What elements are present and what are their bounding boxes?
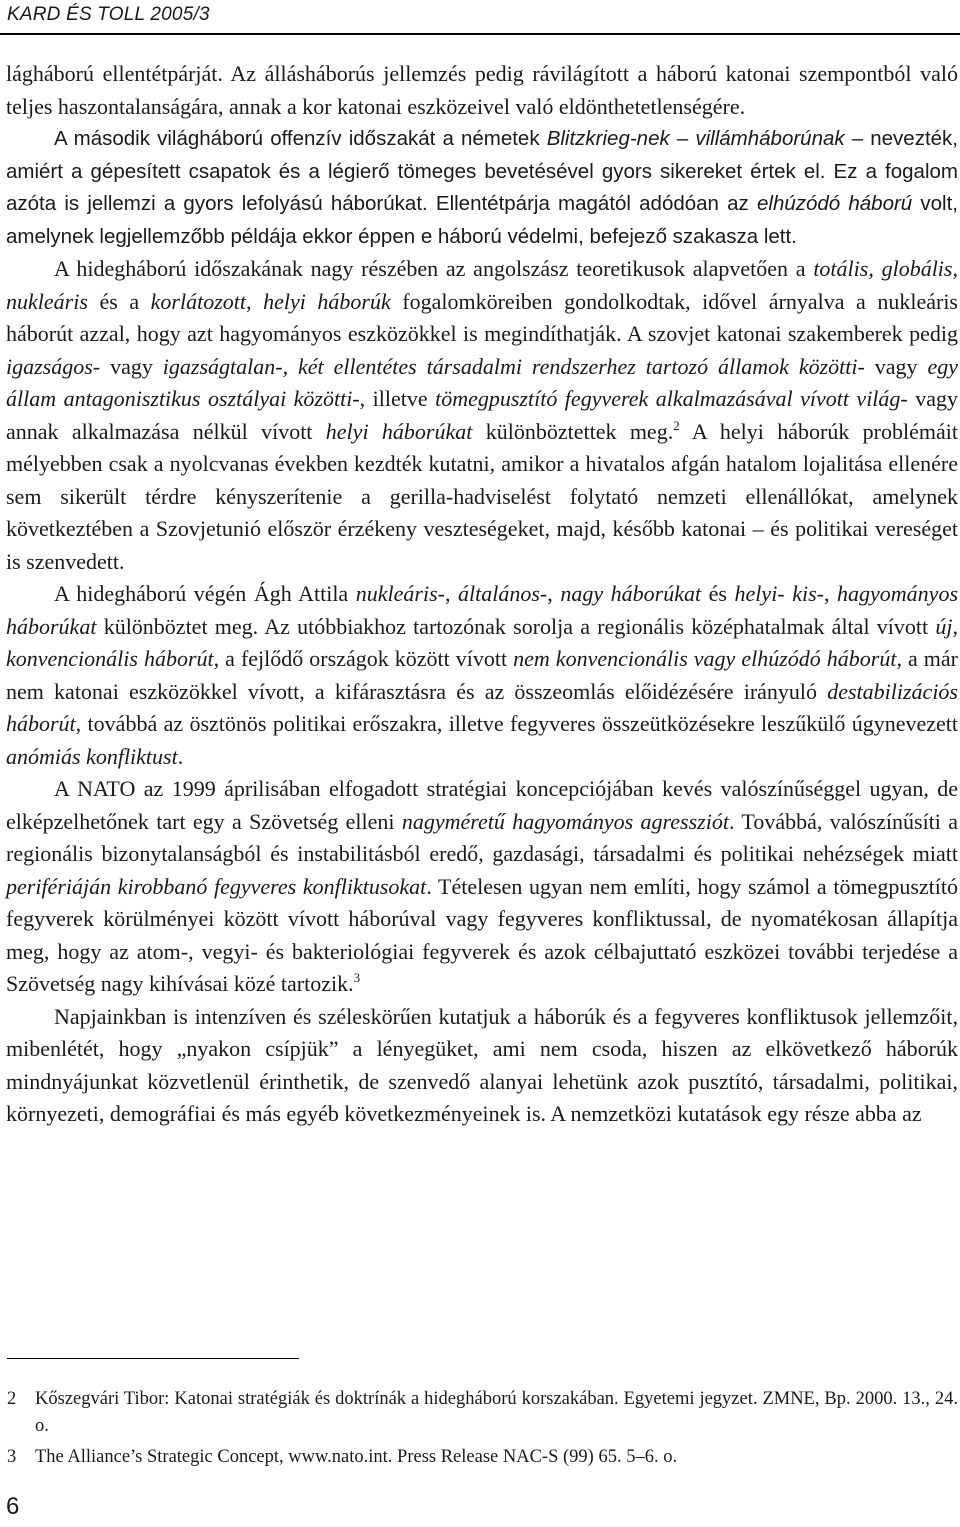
footnote-ref-2: 2: [673, 417, 680, 433]
paragraph-5: A NATO az 1999 áprilisában elfogadott stratégiai koncepciójában kevés valószínűséggel ugyan, de elképzelhetőnek tart egy a Szövetség elleni nagyméretű hagyományos agressziót. Továbbá, valószínűsíti a regionális bizonytalanságból és instabilitásból eredő, gazdasági, társadalmi és politikai nehézségek miatt perifériáján kirobbanó fegyveres konfliktusokat. Tételesen ugyan nem említi, hogy számol a tömegpusztító fegyverek körülményei között vívott háborúval vagy fegyveres konfliktussal, de nyomatékosan állapítja meg, hogy az atom-, vegyi- és bakteriológiai fegyverek és azok célbajuttató eszközei további terjedése a Szövetség nagy kihívásai közé tartozik.$^3$: [6, 776, 959, 996]
footnote-text: The Alliance’s Strategic Concept, www.nato.int. Press Release NAC-S (99) 65. 5–6. o.: [35, 1447, 678, 1467]
page-number: 6: [6, 1493, 20, 1520]
body-text: [6, 58, 958, 1131]
footnote-text: Kőszegvári Tibor: Katonai stratégiák és doktrínák a hidegháború korszakában. Egyetemi jegyzet. ZMNE, Bp. 2000. 13., 24. o.: [35, 1389, 958, 1436]
footnote-2: [7, 1386, 958, 1440]
footnote-rule: [7, 1358, 299, 1359]
running-header: KARD ÉS TOLL 2005/3: [7, 4, 210, 25]
paragraph-6: Napjainkban is intenzíven és széleskörűen kutatjuk a háborúk és a fegyveres konfliktusok jellemzőit, mibenlétét, hogy „nyakon csípjük” a lényegüket, ami nem csoda, hiszen az elkövetkező háborúk mindnyájunkat közvetlenül érinthetik, de szenvedő alanyai lehetünk azok pusztító, társadalmi, politikai, környezeti, demográfiai és más egyéb következményeinek is. A nemzetközi kutatások egy része abba az: [6, 1003, 958, 1126]
paragraph-3: A hidegháború időszakának nagy részében az angolszász teoretikusok alapvetően a totális, globális, nukleáris és a korlátozott, helyi háborúk fogalomköreiben gondolkodtak, idővel árnyalva a nukleáris háborút azzal, hogy azt hagyományos eszközökkel is megindíthatják. A szovjet katonai szakemberek pedig igazságos- vagy igazságtalan-, két ellentétes társadalmi rendszerhez tartozó államok közötti- vagy egy állam antagonisztikus osztályai közötti-, illetve tömegpusztító fegyverek alkalmazásával vívott világ- vagy annak alkalmazása nélkül vívott helyi háborúkat különböztettek meg.$^2$ A helyi háborúk problémáit mélyebben csak a nyolcvanas években kezdték kutatni, amikor a hivatalos afgán hatalom lojalitása ellenére sem sikerült térdre kényszerítenie a gerilla-hadviselést folytató nemzeti ellenállókat, amelynek következtében a Szovjetunió először érzékeny veszteségeket, majd, később katonai – és politikai vereséget is szenvedett.: [6, 256, 959, 574]
footnotes: [7, 1386, 958, 1475]
paragraph-1: lágháború ellentétpárját. Az állásháborús jellemzés pedig rávilágított a háború katonai szempontból való teljes haszontalanságára, annak a kor katonai eszközeivel való eldönthetetlenségére.: [6, 61, 958, 119]
header-rule: [0, 33, 960, 35]
footnote-3: [7, 1444, 958, 1471]
paragraph-4: A hidegháború végén Ágh Attila nukleáris-, általános-, nagy háborúkat és helyi- kis-, hagyományos háborúkat különböztet meg. Az utóbbiakhoz tartozónak sorolja a regionális középhatalmak által vívott új, konvencionális háborút, a fejlődő országok között vívott nem konvencionális vagy elhúzódó háborút, a már nem katonai eszközökkel vívott, a kifárasztásra és az összeomlás előidézésére irányuló destabilizációs háborút, továbbá az ösztönös politikai erőszakra, illetve fegyveres összeütközésekre leszűkülő úgynevezett anómiás konfliktust.: [6, 581, 959, 769]
footnote-number: 2: [7, 1389, 17, 1409]
paragraph-2: A második világháború offenzív időszakát a németek Blitzkrieg-nek – villámháborúnak – nevezték, amiért a gépesített csapatok és a légierő tömeges bevetésével gyors sikereket értek el. Ez a fogalom azóta is jellemzi a gyors lefolyású háborúkat. Ellentétpárja magától adódóan az elhúzódó háború volt, amelynek legjellemzőbb példája ekkor éppen e háború védelmi, befejező szakasza lett.: [6, 127, 958, 248]
footnote-number: 3: [7, 1447, 17, 1467]
footnote-ref-3: 3: [353, 970, 361, 985]
